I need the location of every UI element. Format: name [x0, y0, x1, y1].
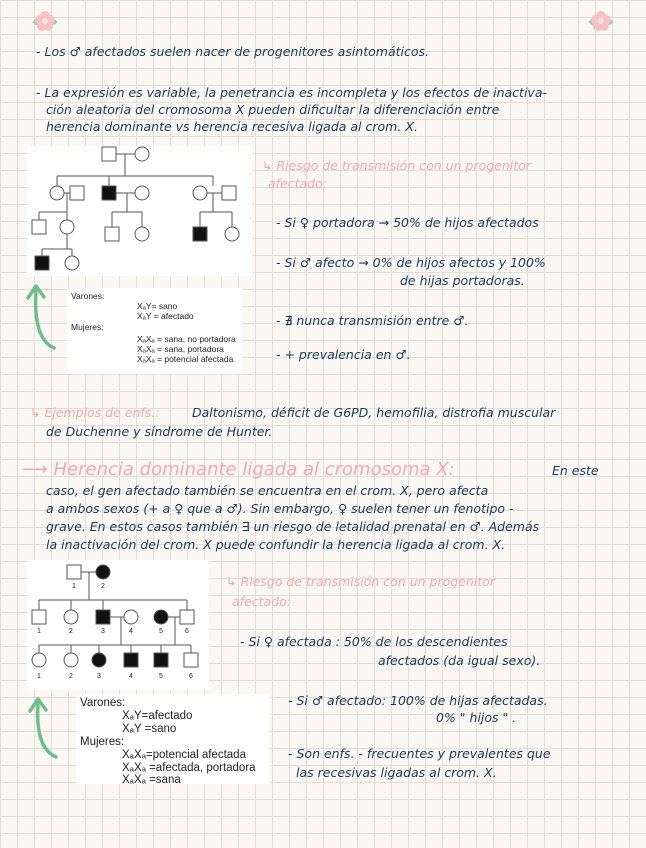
pedigree-number: 1	[72, 583, 76, 590]
legend-item: XₐY=afectado	[122, 710, 193, 722]
legend-item: XₐY= sano	[137, 301, 178, 311]
risk-heading: afectado:	[232, 594, 291, 609]
pedigree-number: 1	[37, 628, 41, 635]
examples-text: Daltonismo, déficit de G6PD, hemofilia, distrofia muscular	[192, 405, 556, 420]
legend-dominant	[76, 694, 270, 784]
pedigree-number: 1	[37, 673, 41, 680]
legend-heading: Varones:	[80, 697, 126, 709]
legend-heading: Varones:	[71, 291, 105, 301]
pedigree-number: 4	[129, 628, 133, 635]
risk-bullet: - Si ♀ portadora → 50% de hijos afectados	[276, 215, 539, 230]
risk-bullet: - Si ♀ afectada : 50% de los descendientes	[240, 634, 508, 649]
pedigree-diagram	[27, 146, 253, 276]
legend-item: XₐXₐ =afectada, portadora	[122, 762, 256, 774]
risk-bullet: las recesivas ligadas al crom. X.	[296, 765, 497, 780]
risk-bullet: afectados (da igual sexo).	[378, 653, 541, 668]
pedigree-number: 2	[69, 628, 73, 635]
section-title: ⟶ Herencia dominante ligada al cromosoma X:	[22, 459, 455, 480]
flower-decoration-icon	[30, 6, 60, 36]
risk-bullet: - Si ♂ afectado: 100% de hijas afectadas.	[288, 693, 548, 708]
section-text: a ambos sexos (+ a ♀ que a ♂). Sin embargo, ♀ suelen tener un fenotipo -	[46, 501, 514, 516]
pedigree-chart-dominant	[27, 560, 209, 690]
examples-label: ↳ Ejemplos de enfs.:	[30, 405, 160, 420]
pedigree-number: 2	[101, 583, 105, 590]
pedigree-diagram	[27, 560, 209, 690]
pedigree-number: 5	[159, 628, 163, 635]
flower-decoration-icon	[586, 6, 616, 36]
arrow-up-icon	[24, 695, 64, 761]
legend-item: XₐY = afectado	[137, 311, 194, 321]
section-text: la inactivación del crom. X puede confundir la herencia ligada al crom. X.	[46, 537, 506, 552]
pedigree-number: 4	[129, 673, 133, 680]
risk-bullet: - Son enfs. - frecuentes y prevalentes que	[288, 746, 551, 761]
risk-bullet: - + prevalencia en ♂.	[276, 347, 411, 362]
risk-heading: ↳ Riesgo de transmisión con un progenitor	[226, 574, 495, 589]
legend-item: XₐXₐ = sana, portadora	[137, 344, 224, 354]
legend-item: XₐXₐ =sana	[122, 774, 181, 786]
legend-item: XₐXₐ = sana, no portadora	[137, 334, 236, 344]
examples-text: de Duchenne y síndrome de Hunter.	[46, 424, 273, 439]
risk-bullet: - ∄ nunca transmisión entre ♂.	[276, 313, 469, 328]
legend-item: XₐY =sano	[122, 723, 177, 735]
pedigree-number: 6	[189, 673, 193, 680]
section-text: En este	[552, 463, 599, 478]
note-line: herencia dominante vs herencia recesiva ligada al crom. X.	[46, 119, 418, 134]
risk-heading: afectado:	[268, 176, 327, 191]
pedigree-number: 3	[101, 628, 105, 635]
risk-bullet: 0% " hijos " .	[436, 710, 517, 725]
arrow-up-icon	[22, 282, 62, 352]
pedigree-chart-recessive	[27, 146, 253, 276]
legend-heading: Mujeres:	[80, 736, 125, 748]
pedigree-number: 2	[69, 673, 73, 680]
risk-bullet: de hijas portadoras.	[400, 273, 525, 288]
legend-item: XₐXₐ=potencial afectada	[122, 749, 246, 761]
risk-heading: ↳ Riesgo de transmisión con un progenitor	[262, 158, 531, 173]
note-line: - Los ♂ afectados suelen nacer de progenitores asintomáticos.	[36, 44, 429, 59]
legend-item: XₐXₐ = potencial afectada	[137, 354, 234, 364]
pedigree-number: 6	[185, 628, 189, 635]
legend-recessive	[67, 288, 242, 374]
note-line: ción aleatoria del cromosoma X pueden dificultar la diferenciación entre	[46, 102, 500, 117]
section-text: caso, el gen afectado también se encuentra en el crom. X, pero afecta	[46, 483, 489, 498]
pedigree-number: 3	[97, 673, 101, 680]
risk-bullet: - Si ♂ afecto → 0% de hijos afectos y 100%	[276, 255, 546, 270]
pedigree-number: 5	[159, 673, 163, 680]
note-line: - La expresión es variable, la penetrancia es incompleta y los efectos de inactiva-	[36, 85, 547, 100]
legend-heading: Mujeres:	[71, 322, 104, 332]
section-text: grave. En estos casos también ∃ un riesgo de letalidad prenatal en ♂. Además	[46, 519, 540, 534]
